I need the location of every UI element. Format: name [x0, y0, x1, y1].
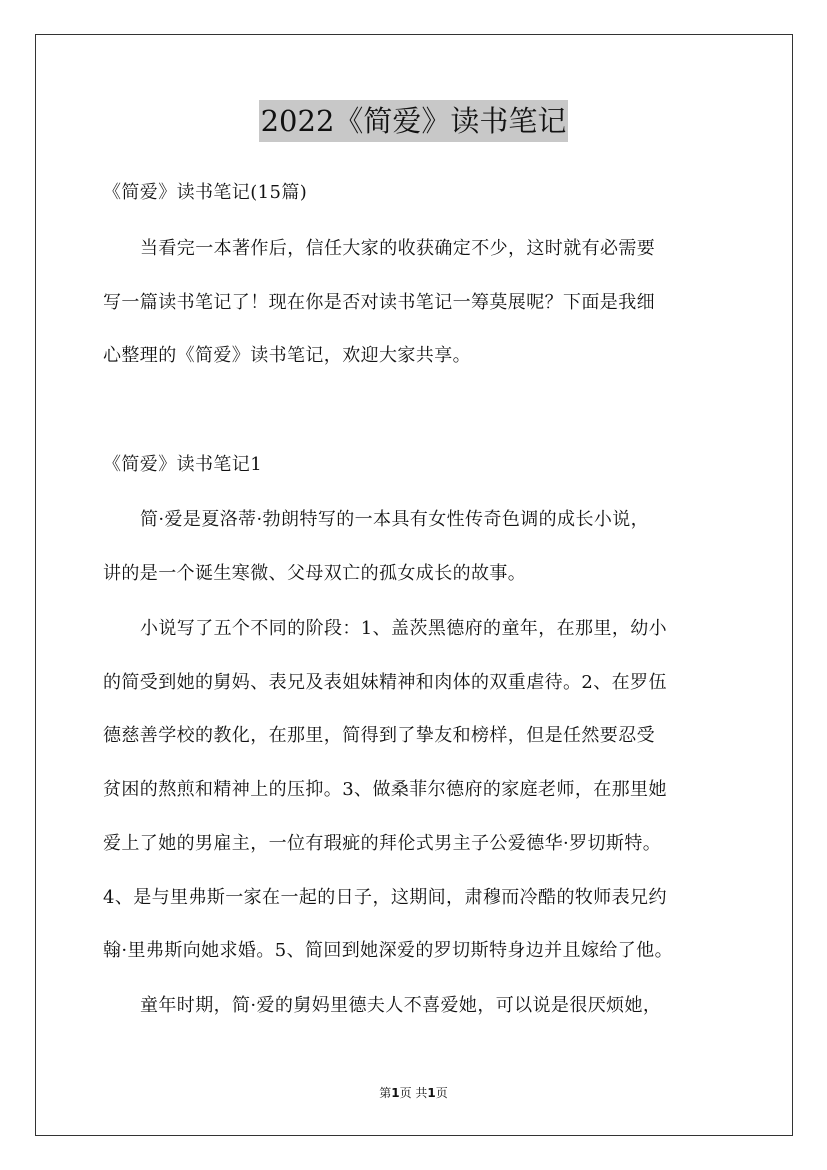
- footer-page-suffix: 页: [435, 1086, 448, 1100]
- footer-page-total: 1: [427, 1086, 436, 1100]
- section-heading: 《简爱》读书笔记1: [103, 454, 263, 475]
- para2-line-5: 爱上了她的男雇主，一位有瑕疵的拜伦式男主子公爱德华·罗切斯特。: [103, 833, 662, 854]
- para1-line-1: 简·爱是夏洛蒂·勃朗特写的一本具有女性传奇色调的成长小说，: [140, 509, 650, 530]
- para2-line-1: 小说写了五个不同的阶段：1、盖茨黑德府的童年，在那里，幼小: [140, 618, 668, 639]
- para2-line-2: 的简受到她的舅妈、表兄及表姐妹精神和肉体的双重虐待。2、在罗伍: [103, 672, 667, 693]
- intro-line-1: 当看完一本著作后，信任大家的收获确定不少，这时就有必需要: [140, 238, 656, 259]
- para2-line-4: 贫困的熬煎和精神上的压抑。3、做桑菲尔德府的家庭老师，在那里她: [103, 779, 667, 800]
- footer-page-prefix: 第: [379, 1086, 392, 1100]
- para3-line-1: 童年时期，简·爱的舅妈里德夫人不喜爱她，可以说是很厌烦她，: [140, 995, 662, 1016]
- footer-page-number: 1: [391, 1086, 400, 1100]
- footer-page-mid: 页 共: [399, 1086, 428, 1100]
- para1-line-2: 讲的是一个诞生寒微、父母双亡的孤女成长的故事。: [103, 563, 527, 584]
- document-title: 2022《简爱》读书笔记: [259, 100, 569, 142]
- document-subtitle: 《简爱》读书笔记(15篇): [103, 182, 308, 203]
- para2-line-7: 翰·里弗斯向她求婚。5、简回到她深爱的罗切斯特身边并且嫁给了他。: [103, 940, 673, 961]
- para2-line-6: 4、是与里弗斯一家在一起的日子，这期间，肃穆而冷酷的牧师表兄约: [103, 887, 667, 908]
- title-wrap: [0, 100, 827, 142]
- para2-line-3: 德慈善学校的教化，在那里，简得到了挚友和榜样，但是任然要忍受: [103, 725, 655, 746]
- intro-line-3: 心整理的《简爱》读书笔记，欢迎大家共享。: [103, 345, 471, 366]
- page-footer: [0, 1085, 827, 1101]
- intro-line-2: 写一篇读书笔记了！现在你是否对读书笔记一筹莫展呢？下面是我细: [103, 292, 655, 313]
